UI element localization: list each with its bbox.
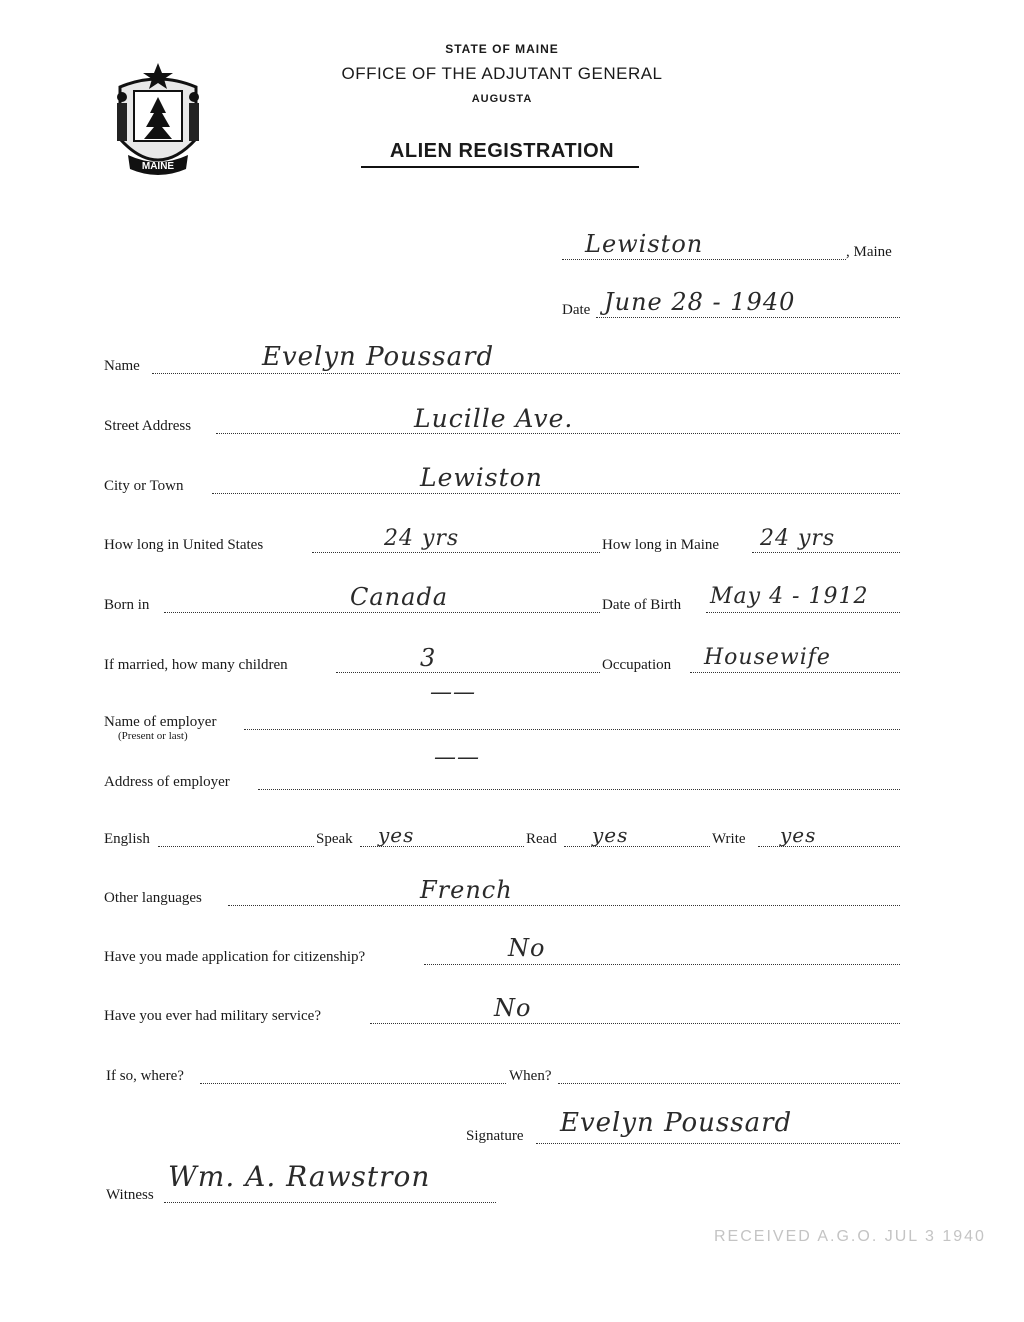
city-heading: AUGUSTA: [471, 93, 533, 105]
employer-address-line: [258, 789, 900, 790]
english-line: [158, 846, 314, 847]
page-title: ALIEN REGISTRATION: [389, 140, 615, 162]
city-label: City or Town: [104, 478, 184, 494]
how-long-maine-line: [752, 552, 900, 553]
office-heading: OFFICE OF THE ADJUTANT GENERAL: [341, 64, 663, 83]
children-value: 3: [420, 644, 437, 672]
occupation-line: [690, 672, 900, 673]
employer-name-line: [244, 729, 900, 730]
employer-name-label: Name of employer: [104, 714, 217, 730]
where-line: [200, 1083, 506, 1084]
write-value: yes: [780, 823, 817, 847]
military-label: Have you ever had military service?: [104, 1008, 321, 1024]
witness-value: Wm. A. Rawstron: [168, 1160, 431, 1193]
dob-line: [706, 612, 900, 613]
city-line: [212, 493, 900, 494]
received-stamp: RECEIVED A.G.O. JUL 3 1940: [714, 1228, 986, 1245]
street-value: Lucille Ave.: [414, 404, 574, 433]
occupation-value: Housewife: [704, 645, 831, 670]
born-in-label: Born in: [104, 597, 150, 613]
employer-address-label: Address of employer: [104, 774, 230, 790]
read-line: [564, 846, 710, 847]
speak-label: Speak: [316, 831, 353, 847]
military-line: [370, 1023, 900, 1024]
state-heading: STATE OF MAINE: [445, 42, 559, 56]
citizenship-label: Have you made application for citizenship?: [104, 949, 366, 965]
seal-text: MAINE: [141, 161, 175, 172]
place-value: Lewiston: [585, 230, 704, 258]
dob-value: May 4 - 1912: [710, 584, 869, 609]
witness-line: [164, 1202, 496, 1203]
dob-label: Date of Birth: [602, 597, 682, 613]
military-value: No: [494, 994, 532, 1022]
street-line: [216, 433, 900, 434]
signature-label: Signature: [466, 1128, 524, 1144]
how-long-us-label: How long in United States: [104, 537, 264, 553]
how-long-us-value: 24 yrs: [384, 526, 460, 551]
signature-line: [536, 1143, 900, 1144]
how-long-maine-label: How long in Maine: [602, 537, 720, 553]
other-languages-value: French: [420, 876, 513, 904]
born-in-value: Canada: [350, 583, 449, 611]
speak-value: yes: [378, 823, 415, 847]
signature-value: Evelyn Poussard: [560, 1108, 793, 1138]
how-long-maine-value: 24 yrs: [760, 526, 836, 551]
date-label: Date: [562, 302, 591, 318]
children-line: [336, 672, 600, 673]
children-label: If married, how many children: [104, 657, 288, 673]
state-seal-image: [106, 57, 210, 183]
write-label: Write: [712, 831, 746, 847]
street-label: Street Address: [104, 418, 192, 434]
read-label: Read: [526, 831, 557, 847]
other-languages-label: Other languages: [104, 890, 202, 906]
name-label: Name: [104, 358, 140, 374]
citizenship-line: [424, 964, 900, 965]
witness-label: Witness: [106, 1187, 154, 1203]
born-in-line: [164, 612, 600, 613]
occupation-label: Occupation: [602, 657, 672, 673]
employer-name-sublabel: (Present or last): [118, 730, 188, 742]
name-line: [152, 373, 900, 374]
place-line: [562, 259, 846, 260]
how-long-us-line: [312, 552, 600, 553]
read-value: yes: [592, 823, 629, 847]
city-value: Lewiston: [420, 463, 543, 492]
citizenship-value: No: [508, 934, 546, 962]
title-underline: [361, 166, 639, 168]
place-suffix: , Maine: [846, 244, 892, 260]
date-line: [596, 317, 900, 318]
when-label: When?: [509, 1068, 552, 1084]
where-label: If so, where?: [106, 1068, 184, 1084]
employer-name-value: ——: [430, 680, 476, 705]
name-value: Evelyn Poussard: [262, 342, 495, 372]
english-label: English: [104, 831, 150, 847]
employer-address-value: ——: [434, 745, 480, 770]
other-languages-line: [228, 905, 900, 906]
date-value: June 28 - 1940: [604, 288, 796, 316]
when-line: [558, 1083, 900, 1084]
